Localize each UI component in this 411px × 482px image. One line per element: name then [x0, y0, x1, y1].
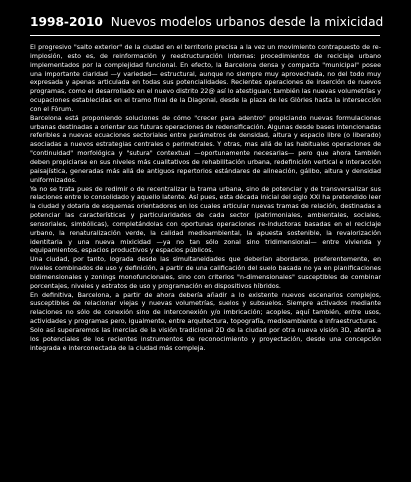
article-body [30, 44, 381, 354]
paragraph: En definitiva, Barcelona, a partir de ahora debería añadir a lo existente nuevos escenarios complejos, susceptibles de relacionar viejas y nuevas volumetrías, suelos y subsuelos. Siempre activados mediante relaciones no sólo de conexión sino de interconexión y/o imbricación; acoples, aquí también, entre usos, actividades y programas pero, igualmente, entre arquitectura, topografía, medioambiente e infraestructuras. [30, 291, 381, 326]
page-title [30, 12, 391, 32]
paragraph: El progresivo "salto exterior" de la ciudad en el territorio precisa a la vez un movimiento contrapuesto de re-implosión, esto es, de reinformación y reestructuración internas: procedimientos de reciclaje urbano implementados por la complejidad funcional. En efecto, la Barcelona densa y compacta "municipal" posee una importante claridad —y variedad— estructural, aunque no siempre muy aprovechada, no del todo muy expresada y apenas articulada en todas sus potencialidades. Recientes operaciones de inserción de nuevos programas, como el desarrollado en el nuevo distrito 22@ así lo atestiguan; también las nuevas volumetrías y ocupaciones establecidas en el tramo final de la Diagonal, desde la plaza de les Glòries hasta la intersección con el Fòrum. [30, 44, 381, 113]
title-years: 1998-2010 [30, 15, 103, 29]
paragraph: Una ciudad, por tanto, lograda desde las simultaneidades que deberían abordarse, preferentemente, en niveles combinados de uso y definición, a partir de una calificación del suelo basada no ya en planificaciones bidimensionales y zonings monofuncionales, sino con criterios "n-dimensionales" susceptibles de combinar porcentajes, niveles y estratos de uso y programación en dispositivos híbridos. [30, 256, 381, 290]
title-divider [30, 35, 380, 36]
paragraph: Barcelona está proponiendo soluciones de cómo "crecer para adentro" propiciando nuevas formulaciones urbanas destinadas a orientar sus futuras operaciones de redensificación. Algunas desde bases intencionadas referibles a nuevas ecuaciones sectoriales entre parámetros de densidad, altura y espacio libre (o liberado) asociadas a nuevos estrategias centrales o perimetrales. Y otras, mas allá de las habituales operaciones de "continuidad" morfológica y "sutura" contextual —oportunamente necesarias— pero que ahora también deben propiciarse en sus niveles más cualitativos de rehabilitación urbana, redefinición vertical e interacción paisajística, generadas más allá de antiguos repertorios estándares de alineación, gálibo, altura y densidad uniformizados. [30, 114, 381, 184]
paragraph: Solo así superaremos las inercias de la visión tradicional 2D de la ciudad por otra nueva visión 3D, atenta a los potenciales de los recientes instrumentos de reconocimiento y proyectación, desde una concepción integrada e interconectada de la ciudad más compleja. [30, 327, 381, 352]
paragraph: Ya no se trata pues de redimir o de recentralizar la trama urbana, sino de potenciar y de transversalizar sus relaciones entre lo consolidado y aquello latente. Así pues, esta década inicial del siglo XXI ha pretendido leer la ciudad y dotarla de esquemas orientadores en los cuales articular nuevas tramas de relación, destinadas a potenciar las características y particularidades de cada sector (patrimoniales, ambientales, sociales, sensoriales, simbólicas), completándolas con oportunas operaciones re-inductoras basadas en el reciclaje urbano, la renaturalización verde, la calidad medioambiental, la apuesta sostenible, la revalorización identitaria y una nueva mixicidad —ya no tan sólo zonal sino tridimensional— entre vivienda y equipamientos, espacios productivos y espacios públicos. [30, 185, 381, 255]
title-text: Nuevos modelos urbanos desde la mixicidad [110, 15, 384, 29]
